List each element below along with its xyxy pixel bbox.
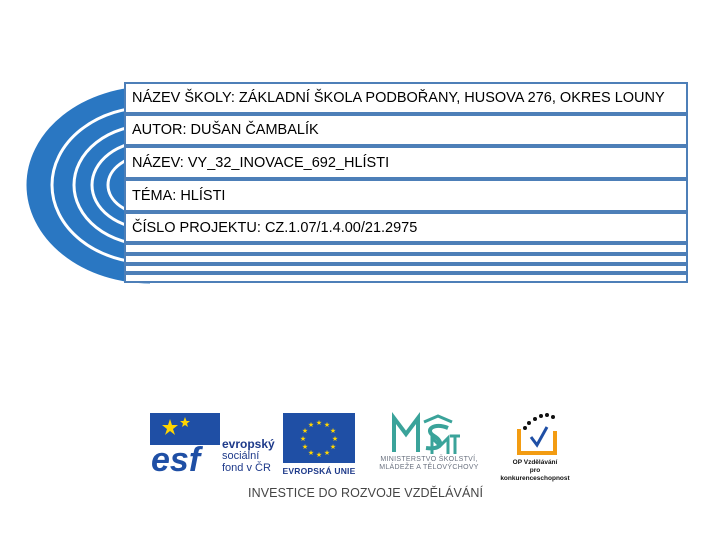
eu-flag-icon xyxy=(283,413,355,463)
esf-text xyxy=(222,438,275,474)
esf-line-2: sociální xyxy=(222,450,260,462)
svg-text:★: ★ xyxy=(323,449,331,457)
esf-logo-icon xyxy=(150,413,220,473)
empty-row xyxy=(124,273,688,283)
op-label xyxy=(495,459,575,483)
msmt-line-1: MINISTERSTVO ŠKOLSTVÍ, xyxy=(380,456,478,463)
svg-text:★: ★ xyxy=(331,435,339,443)
info-row-school: NÁZEV ŠKOLY: ZÁKLADNÍ ŠKOLA PODBOŘANY, HUSOVA 276, OKRES LOUNY xyxy=(124,82,688,114)
empty-row xyxy=(124,254,688,264)
svg-text:★: ★ xyxy=(299,435,307,443)
msmt-label xyxy=(364,456,494,472)
info-row-topic: TÉMA: HLÍSTI xyxy=(124,179,688,212)
info-row-project: ČÍSLO PROJEKTU: CZ.1.07/1.4.00/21.2975 xyxy=(124,212,688,243)
esf-line-1: evropský xyxy=(222,437,275,451)
info-row-name: NÁZEV: VY_32_INOVACE_692_HLÍSTI xyxy=(124,146,688,179)
empty-row xyxy=(124,243,688,254)
svg-text:esf: esf xyxy=(151,441,201,473)
svg-text:★: ★ xyxy=(301,443,309,451)
eu-label: EVROPSKÁ UNIE xyxy=(282,466,356,476)
svg-text:★: ★ xyxy=(323,421,331,429)
op-line-1: OP Vzdělávání xyxy=(512,459,558,466)
empty-row xyxy=(124,264,688,273)
op-line-2: pro konkurenceschopnost xyxy=(500,467,570,482)
svg-text:★: ★ xyxy=(307,421,315,429)
info-row-author: AUTOR: DUŠAN ČAMBALÍK xyxy=(124,114,688,146)
svg-text:★: ★ xyxy=(307,449,315,457)
esf-line-3: fond v ČR xyxy=(222,462,271,474)
svg-text:★: ★ xyxy=(329,427,337,435)
msmt-logo-icon xyxy=(390,412,460,456)
op-logo-icon xyxy=(513,413,561,457)
msmt-line-2: MLÁDEŽE A TĚLOVÝCHOVY xyxy=(379,464,479,471)
svg-text:★: ★ xyxy=(301,427,309,435)
svg-text:★: ★ xyxy=(315,451,323,459)
investice-slogan: INVESTICE DO ROZVOJE VZDĚLÁVÁNÍ xyxy=(248,486,484,500)
svg-text:★: ★ xyxy=(315,419,323,427)
svg-text:★: ★ xyxy=(329,443,337,451)
